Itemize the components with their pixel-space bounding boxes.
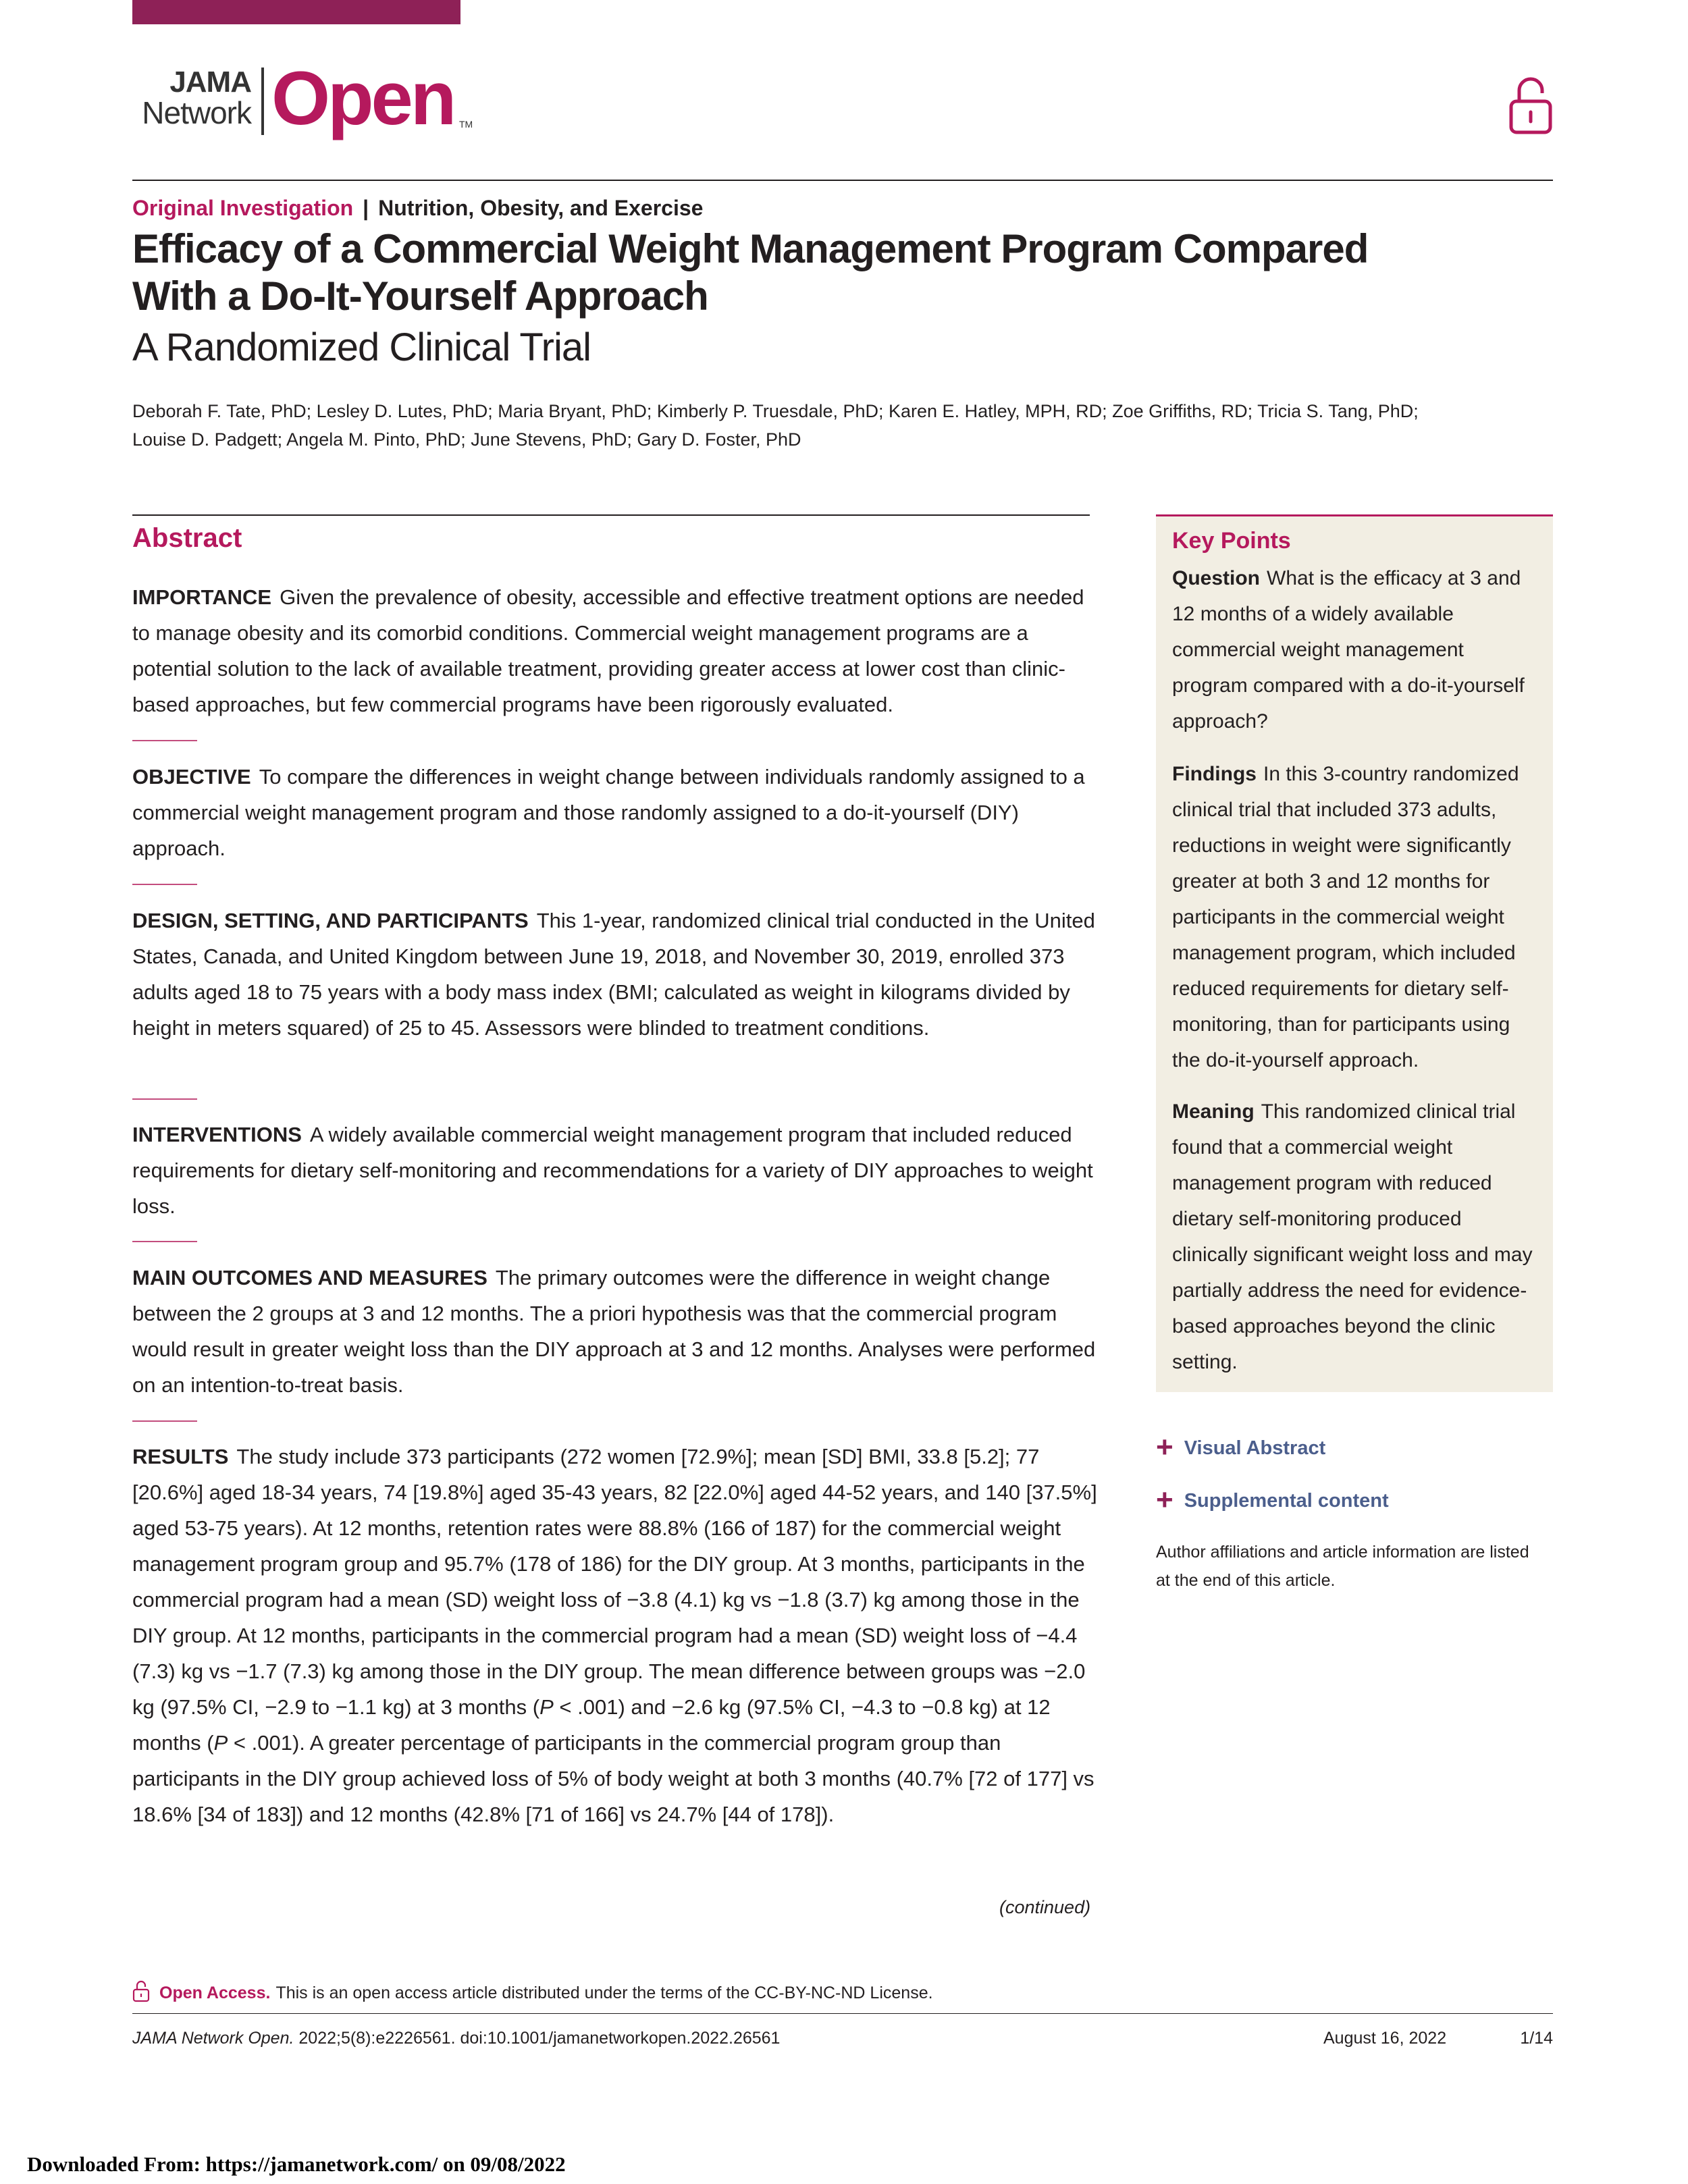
supplemental-content-link[interactable] [1156,1483,1389,1516]
plus-icon: + [1156,1483,1173,1516]
logo-open-text: Open [271,56,454,140]
authors-line-2: Louise D. Padgett; Angela M. Pinto, PhD; June Stevens, PhD; Gary D. Foster, PhD [132,429,801,450]
objective-label: OBJECTIVE [132,765,251,789]
abstract-objective [132,759,1098,866]
visual-abstract-link[interactable] [1156,1431,1326,1464]
results-p-symbol: P [213,1731,228,1755]
interventions-text: A widely available commercial weight management program that included reduced requirements for dietary self-monitoring and recommendations for a variety of DIY approaches to weight loss. [132,1123,1093,1218]
article-subtitle: A Randomized Clinical Trial [132,325,591,369]
findings-label: Findings [1172,763,1257,785]
key-points-heading: Key Points [1172,528,1291,554]
abstract-importance [132,579,1098,722]
open-access-label[interactable]: Open Access. [159,1983,271,2002]
results-text-2: < .001) and −2.6 kg (97.5% CI, −4.3 to −0.8 kg) at 12 months ( [132,1695,1051,1755]
affiliations-note: Author affiliations and article information are listed at the end of this article. [1156,1543,1529,1590]
top-accent-bar [132,0,460,24]
abstract-interventions [132,1117,1098,1224]
results-p-symbol: P [539,1695,554,1719]
continued-note: (continued) [999,1897,1091,1917]
logo-jama-text: JAMA [169,65,251,99]
design-text: This 1-year, randomized clinical trial conducted in the United States, Canada, and United Kingdom between June 19, 2018, and November 30, 2019, enrolled 373 adults aged 18 to 75 years with a body mass index (BMI; calculated as weight in kilograms divided by height in meters squared) of 25 to 45. Assessors were blinded to treatment conditions. [132,909,1095,1040]
meaning-label: Meaning [1172,1100,1255,1123]
section-divider [132,1241,197,1242]
logo-network-text: Network [142,95,251,130]
eyebrow-separator: | [363,196,369,220]
abstract-rule [132,514,1090,516]
header-rule [132,180,1553,181]
title-line-1: Efficacy of a Commercial Weight Management Program Compared [132,226,1369,271]
article-category[interactable]: Original Investigation [132,196,354,220]
title-line-2: With a Do-It-Yourself Approach [132,273,708,319]
results-text-1: The study include 373 participants (272 women [72.9%]; mean [SD] BMI, 33.8 [5.2]; 77 [20.6%] aged 18-34 years, 74 [19.8%] aged 35-43 years, 82 [22.0%] aged 44-52 years, and 140 [37.5%] aged 53-75 years). At 12 months, retention rates were 88.8% (166 of 187) for the commercial weight management program group and 95.7% (178 of 186) for the DIY group. At 3 months, participants in the commercial program had a mean (SD) weight loss of −3.8 (4.1) kg vs −1.8 (3.7) kg among those in the DIY group. At 12 months, participants in the commercial program had a mean (SD) weight loss of −4.4 (7.3) kg vs −1.7 (7.3) kg among those in the DIY group. The mean difference between groups was −2.0 kg (97.5% CI, −2.9 to −1.1 kg) at 3 months ( [132,1445,1097,1719]
download-stamp: Downloaded From: https://jamanetwork.com/ on 09/08/2022 [27,2152,566,2176]
citation-journal: JAMA Network Open. [132,2029,294,2048]
section-divider [132,1420,197,1422]
supplemental-label: Supplemental content [1184,1490,1389,1512]
open-access-small-lock-icon [132,1979,150,2002]
section-divider [132,1098,197,1100]
abstract-heading: Abstract [132,523,242,553]
results-label: RESULTS [132,1445,229,1468]
section-divider [132,740,197,741]
open-access-text: This is an open access article distributed under the terms of the CC-BY-NC-ND License. [275,1983,933,2002]
open-access-statement [132,1979,933,2006]
abstract-results [132,1439,1098,1832]
outcomes-label: MAIN OUTCOMES AND MEASURES [132,1266,487,1289]
article-eyebrow [132,194,703,221]
key-points-question [1172,560,1542,739]
authors-line-1: Deborah F. Tate, PhD; Lesley D. Lutes, PhD; Maria Bryant, PhD; Kimberly P. Truesdale, PhD; Karen E. Hatley, MPH, RD; Zoe Griffiths, RD; Tricia S. Tang, PhD; [132,401,1419,421]
outcomes-text: The primary outcomes were the difference in weight change between the 2 groups at 3 and 12 months. The a priori hypothesis was that the commercial program would result in greater weight loss than the DIY approach at 3 and 12 months. Analyses were performed on an intention-to-treat basis. [132,1266,1096,1397]
abstract-outcomes [132,1260,1098,1403]
objective-text: To compare the differences in weight change between individuals randomly assigned to a commercial weight management program and those randomly assigned to a do-it-yourself (DIY) approach. [132,765,1085,860]
author-list [132,397,1483,454]
section-divider [132,884,197,885]
design-label: DESIGN, SETTING, AND PARTICIPANTS [132,909,529,932]
results-text-3: < .001). A greater percentage of participants in the commercial program group than participants in the DIY group achieved loss of 5% of body weight at both 3 months (40.7% [72 of 177] vs 18.6% [34 of 183]) and 12 months (42.8% [71 of 166] vs 24.7% [44 of 178]). [132,1731,1094,1826]
article-title [132,225,1415,320]
question-label: Question [1172,567,1261,589]
logo-divider [261,68,264,135]
visual-abstract-label: Visual Abstract [1184,1437,1326,1459]
article-subject[interactable]: Nutrition, Obesity, and Exercise [378,196,704,220]
abstract-design [132,903,1098,1046]
key-points-meaning [1172,1094,1542,1380]
meaning-text: This randomized clinical trial found that a commercial weight management program with reduced dietary self-monitoring produced clinically significant weight loss and may partially address the need for evidence-based approaches beyond the clinic setting. [1172,1100,1533,1373]
importance-label: IMPORTANCE [132,585,272,609]
logo-trademark: TM [459,119,473,130]
interventions-label: INTERVENTIONS [132,1123,302,1146]
publication-date: August 16, 2022 [1323,2029,1447,2048]
key-points-findings [1172,756,1542,1078]
question-text: What is the efficacy at 3 and 12 months of a widely available commercial weight management program compared with a do-it-yourself approach? [1172,567,1525,733]
citation-details: 2022;5(8):e2226561. doi:10.1001/jamanetworkopen.2022.26561 [294,2029,781,2048]
footer-rule [132,2013,1553,2014]
page-number: 1/14 [1520,2029,1553,2048]
citation [132,2025,780,2051]
importance-text: Given the prevalence of obesity, accessible and effective treatment options are needed to manage obesity and its comorbid conditions. Commercial weight management programs are a potential solution to the lack of available treatment, providing greater access at lower cost than clinic-based approaches, but few commercial programs have been rigorously evaluated. [132,585,1084,716]
findings-text: In this 3-country randomized clinical trial that included 373 adults, reductions in weight were significantly greater at both 3 and 12 months for participants in the commercial weight management program, which included reduced requirements for dietary self-monitoring, than for participants using the do-it-yourself approach. [1172,763,1519,1071]
plus-icon: + [1156,1431,1173,1464]
open-access-lock-icon [1507,74,1554,135]
